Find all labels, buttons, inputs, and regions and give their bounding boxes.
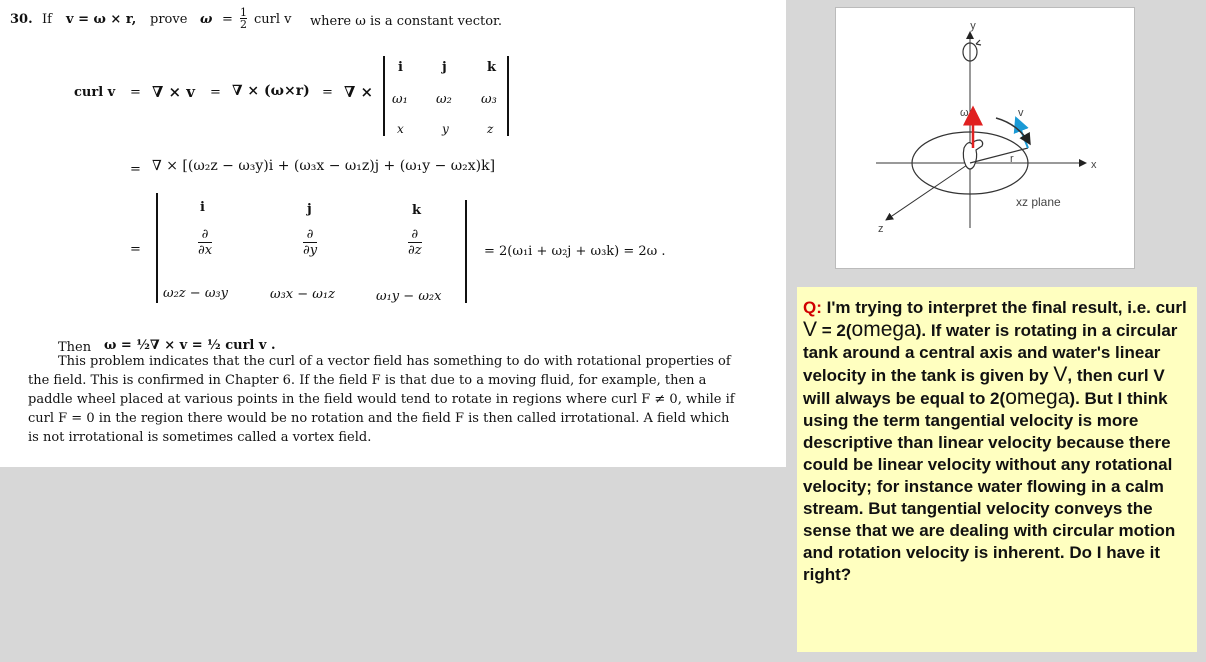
statement-half [240, 7, 247, 30]
statement-equals: = [222, 12, 233, 27]
half-denominator: 2 [240, 18, 247, 31]
textbook-excerpt [0, 0, 786, 467]
partial-num-z: ∂ [408, 227, 422, 243]
paragraph-line: curl F = 0 in the region there would be no rotation and the field F is then called irrotational. A field which [28, 411, 730, 426]
question-label: Q: [803, 298, 822, 317]
det2-r3c3: ω₁y − ω₂x [376, 289, 442, 304]
r-line [970, 148, 1028, 163]
explanation-paragraph [28, 352, 778, 447]
det2-partial-x [198, 227, 212, 258]
det2-r1c3: k [412, 203, 422, 218]
half-numerator: 1 [240, 6, 247, 19]
nabla-cross: ∇ × [344, 83, 374, 101]
det2-r3c2: ω₃x − ω₁z [270, 287, 335, 302]
question-omega: omega [851, 318, 916, 341]
z-axis-label: z [878, 223, 884, 235]
det1-r3c1: x [397, 122, 404, 136]
result-expression: = 2(ω₁i + ω₂j + ω₃k) = 2ω . [484, 244, 666, 259]
question-part: ). But I think using the term tangential velocity is more descriptive than linear velocity because there could be linear velocity without any rotational velocity; for instance water flowing in a calm stream. But tangential velocity conveys the sense that we are dealing with circular motion and rotation velocity is inherent. Do I have it right? [803, 389, 1176, 584]
question-text [803, 297, 1193, 586]
det2-r1c1: i [200, 200, 205, 215]
det2-r1c2: j [307, 202, 312, 217]
partial-den-z: ∂z [408, 243, 422, 258]
statement-curl: curl v [254, 12, 292, 27]
problem-number: 30. [10, 12, 33, 27]
statement-equation: v = ω × r, [66, 12, 137, 27]
z-axis-line [886, 163, 970, 220]
r-label: r [1010, 153, 1014, 165]
question-omega: omega [1005, 386, 1070, 409]
statement-rest: where ω is a constant vector. [310, 14, 502, 29]
statement-omega: ω [200, 12, 213, 27]
y-axis-label: y [970, 20, 976, 32]
nabla-cross-v: ∇ × v [152, 83, 196, 101]
question-part: I'm trying to interpret the final result, i.e. curl [821, 298, 1187, 317]
plane-label: xz plane [1016, 195, 1061, 209]
statement-if: If [42, 12, 52, 27]
partial-den-x: ∂x [198, 243, 213, 258]
partial-den-y: ∂y [303, 243, 318, 258]
det1-r3c2: y [442, 122, 449, 136]
det1-r1c3: k [487, 60, 497, 75]
det2-partial-z [408, 227, 422, 258]
rotation-diagram [835, 7, 1135, 269]
det2-partial-y [303, 227, 317, 258]
eq-sign-1: = [130, 85, 141, 100]
paragraph-line: This problem indicates that the curl of a vector field has something to do with rotational properties of [58, 354, 731, 369]
det1-r3c3: z [487, 122, 494, 136]
det1-r1c2: j [442, 60, 447, 75]
eq-sign-2: = [210, 85, 221, 100]
then-expression: ω = ½∇ × v = ½ curl v . [104, 338, 276, 353]
det2-r3c1: ω₂z − ω₃y [163, 286, 228, 301]
question-part: = 2( [817, 321, 852, 340]
rotation-indicator-arrow [976, 40, 981, 45]
question-v: V [1053, 363, 1068, 386]
partial-num-x: ∂ [198, 227, 212, 243]
nabla-cross-omega-r: ∇ × (ω×r) [232, 83, 310, 99]
question-part: , then curl V will always be equal to 2( [803, 366, 1165, 408]
line2-eq: = [130, 162, 141, 177]
det1-right-bar [507, 56, 509, 136]
det2-right-bar [465, 200, 467, 303]
line3-eq: = [130, 242, 141, 257]
det1-r2c2: ω₂ [436, 92, 452, 107]
paragraph-line: the field. This is confirmed in Chapter 6. If the field F is that due to a moving fluid, for example, then a [28, 373, 707, 388]
det1-r2c3: ω₃ [481, 92, 497, 107]
partial-num-y: ∂ [303, 227, 317, 243]
then-word: Then [58, 340, 92, 355]
paragraph-line: is not irrotational is sometimes called a vortex field. [28, 430, 372, 445]
omega-label: ω [960, 107, 969, 119]
curl-v-label: curl v [74, 85, 116, 100]
det1-r2c1: ω₁ [392, 92, 408, 107]
det1-left-bar [383, 56, 385, 136]
question-v: V [803, 318, 818, 341]
v-label: v [1018, 107, 1024, 119]
paragraph-line: paddle wheel placed at various points in the field would tend to rotate in regions where curl F ≠ 0, while if [28, 392, 735, 407]
det1-r1c1: i [398, 60, 403, 75]
question-part: ). If water is rotating in a circular tank around a central axis and water's linear velocity in the tank is given by [803, 321, 1178, 385]
x-axis-label: x [1091, 159, 1097, 171]
eq-sign-3: = [322, 85, 333, 100]
diagram-svg [836, 8, 1134, 268]
det2-left-bar [156, 193, 158, 303]
question-box [797, 287, 1197, 652]
line2-expression: ∇ × [(ω₂z − ω₃y)i + (ω₃x − ω₁z)j + (ω₁y − ω₂x)k] [152, 158, 496, 174]
statement-prove: prove [150, 12, 188, 27]
